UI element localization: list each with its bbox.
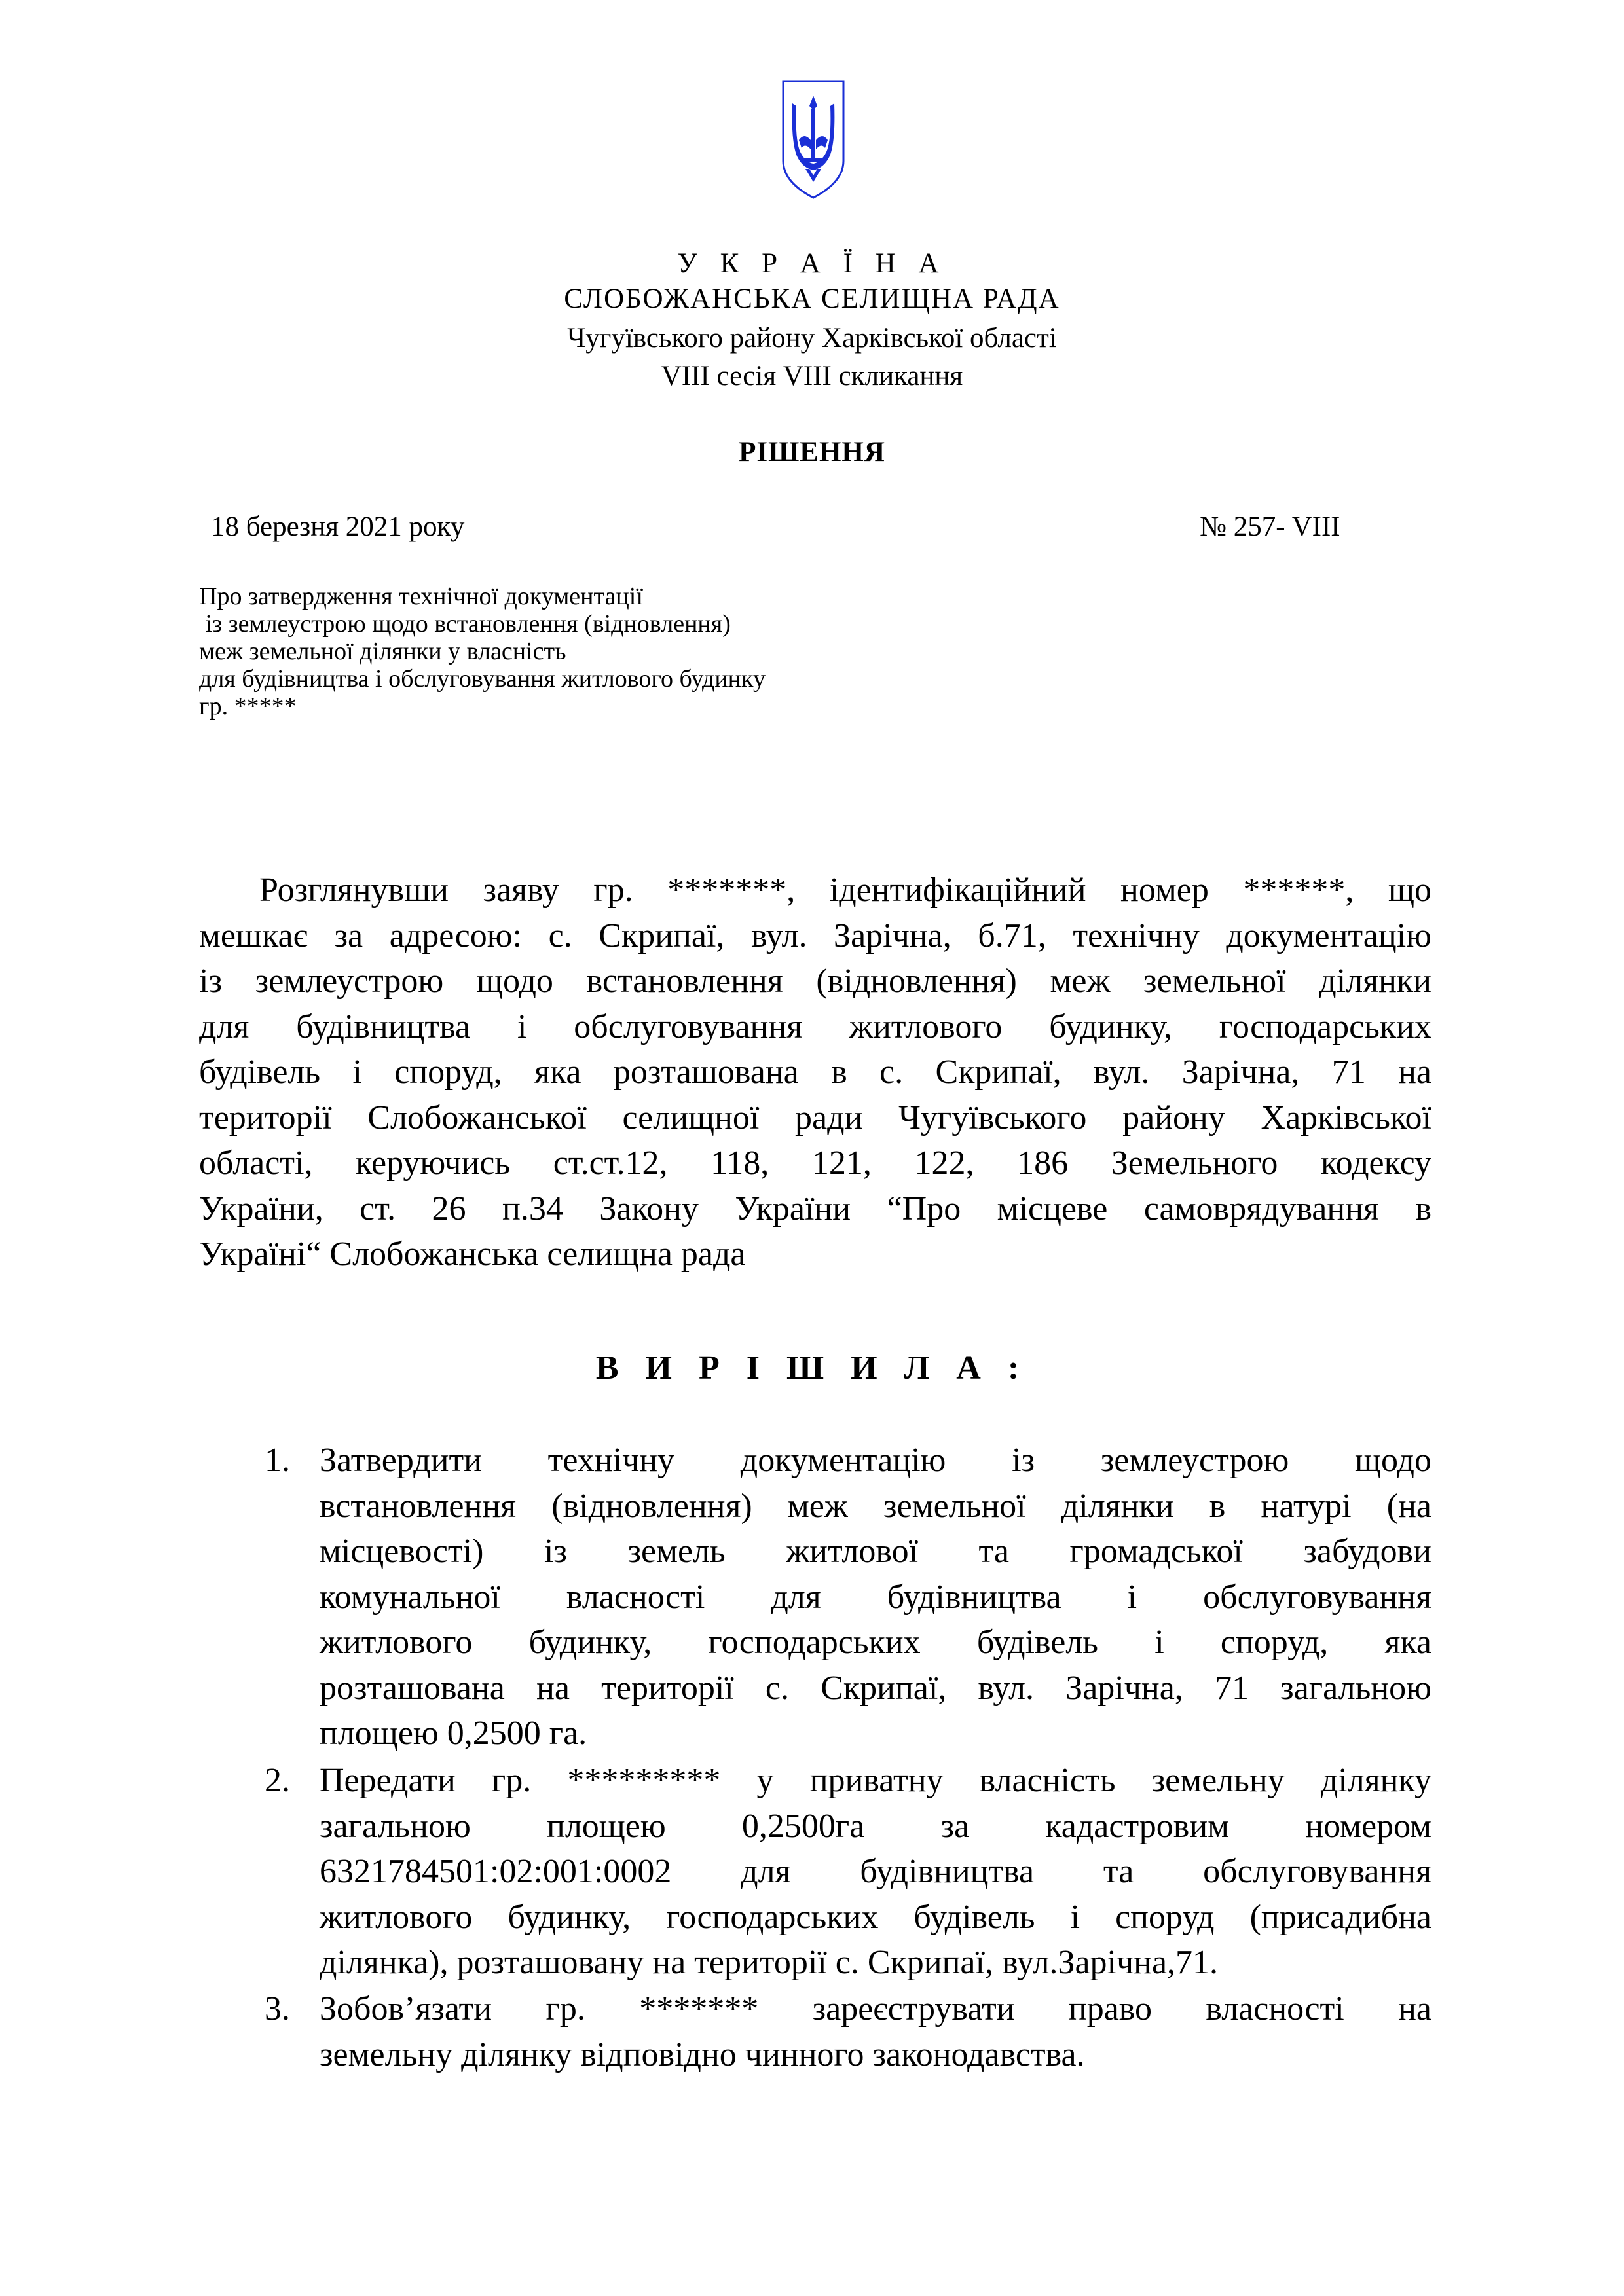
preamble-line: мешкає за адресою: с. Скрипаї, вул. Зарічна, б.71, технічну документацію	[199, 917, 1431, 955]
preamble-line: України, ст. 26 п.34 Закону України “Про місцеве самоврядування в	[199, 1190, 1431, 1228]
decision-title: РІШЕННЯ	[739, 437, 885, 467]
item-line: 6321784501:02:001:0002 для будівництва та обслуговування	[320, 1853, 1431, 1890]
item-number: 3.	[265, 1990, 290, 2028]
preamble-line: із землеустрою щодо встановлення (відновлення) меж земельної ділянки	[199, 962, 1431, 1000]
preamble-line: для будівництва і обслуговування житлового будинку, господарських	[199, 1008, 1431, 1046]
resolved-title: В И Р І Ш И Л А :	[595, 1349, 1029, 1387]
session-line: VIII сесія VIII скликання	[661, 361, 963, 392]
item-line: ділянка), розташовану на території с. Скрипаї, вул.Зарічна,71.	[320, 1944, 1219, 1981]
item-number: 1.	[265, 1442, 290, 1479]
preamble-line: Україні“ Слобожанська селищна рада	[199, 1235, 746, 1273]
item-line: земельну ділянку відповідно чинного законодавства.	[320, 2035, 1085, 2073]
decision-number: № 257- VIII	[1200, 511, 1340, 542]
country-name: У К Р А Ї Н А	[677, 248, 947, 279]
decision-date: 18 березня 2021 року	[211, 511, 465, 542]
item-line: Передати гр. ********* у приватну власність земельну ділянку	[320, 1762, 1431, 1799]
item-line: загальною площею 0,2500га за кадастровим номером	[320, 1807, 1431, 1845]
decision-subject	[199, 583, 766, 720]
subject-line: гр. *****	[199, 693, 297, 720]
preamble-line: Розглянувши заяву гр. *******, ідентифікаційний номер ******, що	[259, 871, 1431, 909]
item-line: житлового будинку, господарських будівель і споруд, яка	[320, 1624, 1431, 1661]
district-name: Чугуївського району Харківської області	[567, 323, 1057, 354]
subject-line: для будівництва і обслуговування житлового будинку	[199, 665, 766, 693]
item-line: комунальної власності для будівництва і обслуговування	[320, 1578, 1431, 1616]
preamble-line: території Слобожанської селищної ради Чугуївського району Харківської	[199, 1099, 1431, 1137]
item-line: місцевості) із земель житлової та громадської забудови	[320, 1533, 1431, 1570]
item-line: встановлення (відновлення) меж земельної ділянки в натурі (на	[320, 1487, 1431, 1525]
subject-line: Про затвердження технічної документації	[199, 583, 643, 610]
item-line: Затвердити технічну документацію із землеустрою щодо	[320, 1442, 1431, 1479]
item-line: житлового будинку, господарських будівель і споруд (присадибна	[320, 1898, 1431, 1936]
preamble-paragraph	[199, 867, 1431, 1277]
trident-coat-of-arms-icon	[779, 77, 847, 202]
item-number: 2.	[265, 1762, 290, 1799]
subject-line: меж земельної ділянки у власність	[199, 638, 566, 665]
subject-line: із землеустрою щодо встановлення (відновлення)	[199, 610, 731, 638]
item-line: площею 0,2500 га.	[320, 1715, 587, 1752]
item-line: Зобов’язати гр. ******* зареєструвати право власності на	[320, 1990, 1431, 2028]
preamble-line: області, керуючись ст.ст.12, 118, 121, 122, 186 Земельного кодексу	[199, 1144, 1431, 1182]
item-line: розташована на території с. Скрипаї, вул. Зарічна, 71 загальною	[320, 1669, 1431, 1707]
preamble-line: будівель і споруд, яка розташована в с. Скрипаї, вул. Зарічна, 71 на	[199, 1053, 1431, 1091]
council-name: СЛОБОЖАНСЬКА СЕЛИЩНА РАДА	[564, 283, 1060, 314]
